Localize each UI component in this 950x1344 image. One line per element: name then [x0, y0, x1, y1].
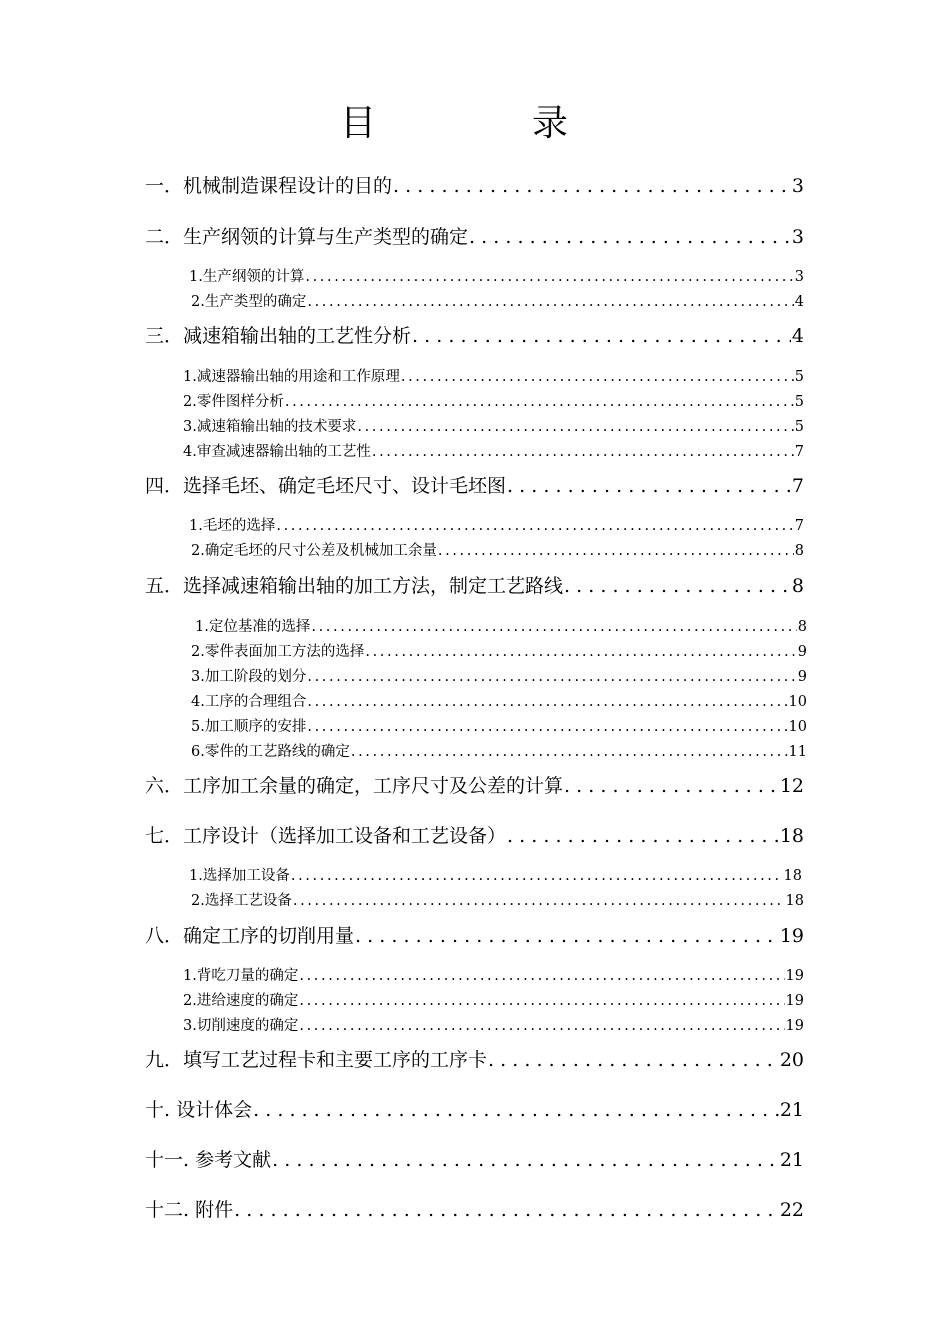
toc-page-number: 19 — [785, 968, 804, 984]
toc-leader-dots — [507, 475, 791, 497]
toc-page-number: 20 — [779, 1049, 804, 1071]
toc-leader-dots — [276, 518, 793, 534]
toc-leader-dots — [365, 644, 796, 660]
toc-leader-dots — [299, 1018, 784, 1034]
toc-entry-text: 2.零件图样分析 — [183, 394, 284, 410]
toc-page-number: 3 — [791, 175, 804, 197]
toc-page-number: 5 — [794, 419, 804, 435]
toc-entry[interactable] — [145, 1195, 804, 1225]
toc-leader-dots — [355, 925, 779, 947]
toc-entry-text: 九．填写工艺过程卡和主要工序的工序卡 — [145, 1049, 488, 1071]
toc-entry-text: 1.减速器输出轴的用途和工作原理 — [183, 369, 400, 385]
toc-subentry[interactable] — [191, 740, 807, 762]
toc-page-number: 8 — [794, 543, 804, 559]
toc-entry-text: 4.工序的合理组合 — [191, 694, 307, 710]
toc-page-number: 18 — [785, 893, 804, 909]
toc-leader-dots — [393, 175, 791, 197]
toc-subentry[interactable] — [191, 889, 804, 911]
toc-entry-text: 1.生产纲领的计算 — [189, 269, 305, 285]
toc-page-number: 11 — [788, 744, 807, 760]
toc-page-number: 5 — [794, 394, 804, 410]
toc-subentry[interactable] — [191, 539, 804, 561]
toc-subentry[interactable] — [191, 690, 807, 712]
toc-entry-text: 二．生产纲领的计算与生产类型的确定 — [145, 226, 469, 248]
toc-leader-dots — [291, 868, 783, 884]
toc-entry-text: 五．选择减速箱输出轴的加工方法，制定工艺路线 — [145, 575, 564, 597]
toc-page-number: 8 — [791, 575, 804, 597]
toc-entry-text: 3.切削速度的确定 — [183, 1018, 299, 1034]
toc-page-number: 22 — [779, 1199, 804, 1221]
toc-entry-text: 四．选择毛坯、确定毛坯尺寸、设计毛坯图 — [145, 475, 507, 497]
toc-page-number: 5 — [794, 369, 804, 385]
toc-entry-text: 2.生产类型的确定 — [191, 294, 307, 310]
toc-entry[interactable] — [145, 1145, 804, 1175]
toc-entry-text: 1.背吃刀量的确定 — [183, 968, 299, 984]
toc-title-right: 录 — [532, 103, 569, 144]
toc-page-number: 19 — [785, 993, 804, 1009]
toc-entry[interactable] — [145, 921, 804, 951]
toc-entry[interactable] — [145, 771, 804, 801]
toc-subentry[interactable] — [183, 989, 804, 1011]
toc-entry-text: 2.零件表面加工方法的选择 — [191, 644, 365, 660]
toc-title-left: 目 — [340, 103, 377, 144]
toc-page-number: 8 — [797, 619, 807, 635]
toc-leader-dots — [357, 419, 793, 435]
toc-entry-text: 1.定位基准的选择 — [195, 619, 311, 635]
toc-leader-dots — [307, 694, 787, 710]
toc-page-number: 21 — [779, 1099, 804, 1121]
toc-subentry[interactable] — [191, 290, 804, 312]
toc-entry[interactable] — [145, 1045, 804, 1075]
toc-subentry[interactable] — [189, 864, 802, 886]
toc-page-number: 7 — [794, 518, 804, 534]
toc-leader-dots — [311, 619, 796, 635]
toc-entry[interactable] — [145, 1095, 804, 1125]
toc-leader-dots — [299, 968, 784, 984]
toc-page-number: 18 — [779, 825, 804, 847]
toc-entry-text: 2.选择工艺设备 — [191, 893, 292, 909]
toc-subentry[interactable] — [183, 964, 804, 986]
toc-entry[interactable] — [145, 321, 804, 351]
toc-entry-text: 七．工序设计（选择加工设备和工艺设备） — [145, 825, 507, 847]
toc-entry[interactable] — [145, 571, 804, 601]
toc-leader-dots — [234, 1199, 779, 1221]
toc-entry-text: 4.审查减速器输出轴的工艺性 — [183, 444, 371, 460]
toc-entry-text: 十. 设计体会 — [145, 1099, 253, 1121]
toc-leader-dots — [307, 294, 793, 310]
toc-entry-text: 一．机械制造课程设计的目的 — [145, 175, 393, 197]
toc-page-number: 7 — [791, 475, 804, 497]
toc-leader-dots — [469, 226, 791, 248]
toc-entry-text: 1.毛坯的选择 — [189, 518, 276, 534]
toc-leader-dots — [272, 1149, 779, 1171]
toc-leader-dots — [488, 1049, 779, 1071]
toc-entry-text: 1.选择加工设备 — [189, 868, 290, 884]
toc-entry[interactable] — [145, 222, 804, 252]
toc-leader-dots — [401, 369, 794, 385]
toc-entry[interactable] — [145, 171, 804, 201]
toc-leader-dots — [285, 394, 794, 410]
toc-subentry[interactable] — [183, 365, 804, 387]
toc-entry-text: 6.零件的工艺路线的确定 — [191, 744, 350, 760]
toc-page-number: 3 — [794, 269, 804, 285]
toc-entry-text: 十一. 参考文献 — [145, 1149, 272, 1171]
toc-entry-text: 3.加工阶段的划分 — [191, 669, 307, 685]
toc-leader-dots — [307, 669, 796, 685]
toc-leader-dots — [507, 825, 779, 847]
toc-page-number: 21 — [779, 1149, 804, 1171]
toc-entry[interactable] — [145, 471, 804, 501]
toc-subentry[interactable] — [189, 265, 804, 287]
toc-subentry[interactable] — [183, 415, 804, 437]
toc-page-number: 9 — [797, 669, 807, 685]
toc-page-number: 7 — [794, 444, 804, 460]
toc-page-number: 19 — [785, 1018, 804, 1034]
toc-leader-dots — [564, 575, 791, 597]
toc-subentry[interactable] — [191, 640, 807, 662]
toc-entry-text: 十二. 附件 — [145, 1199, 234, 1221]
toc-entry-text: 2.进给速度的确定 — [183, 993, 299, 1009]
toc-page-number: 18 — [783, 868, 802, 884]
toc-subentry[interactable] — [189, 514, 804, 536]
toc-entry-text: 八．确定工序的切削用量 — [145, 925, 355, 947]
toc-subentry[interactable] — [183, 1014, 804, 1036]
toc-leader-dots — [351, 744, 788, 760]
toc-subentry[interactable] — [183, 390, 804, 412]
toc-entry[interactable] — [145, 821, 804, 851]
toc-leader-dots — [299, 993, 784, 1009]
toc-entry-text: 三．减速箱输出轴的工艺性分析 — [145, 325, 412, 347]
toc-entry-text: 3.减速箱输出轴的技术要求 — [183, 419, 357, 435]
toc-page-number: 9 — [797, 644, 807, 660]
toc-leader-dots — [372, 444, 794, 460]
toc-page-number: 3 — [791, 226, 804, 248]
toc-leader-dots — [438, 543, 794, 559]
toc-subentry[interactable] — [195, 615, 807, 637]
toc-subentry[interactable] — [191, 715, 807, 737]
toc-page-number: 4 — [791, 325, 804, 347]
toc-entry-text: 2.确定毛坯的尺寸公差及机械加工余量 — [191, 543, 437, 559]
toc-page-number: 10 — [788, 694, 807, 710]
toc-page-number: 10 — [788, 719, 807, 735]
toc-entry-text: 5.加工顺序的安排 — [191, 719, 307, 735]
toc-leader-dots — [293, 893, 785, 909]
toc-page-number: 12 — [779, 775, 804, 797]
toc-leader-dots — [412, 325, 791, 347]
toc-leader-dots — [307, 719, 787, 735]
toc-entry-text: 六．工序加工余量的确定，工序尺寸及公差的计算 — [145, 775, 564, 797]
toc-subentry[interactable] — [191, 665, 807, 687]
toc-page-number: 4 — [794, 294, 804, 310]
toc-page-number: 19 — [779, 925, 804, 947]
toc-leader-dots — [305, 269, 793, 285]
toc-leader-dots — [564, 775, 779, 797]
toc-subentry[interactable] — [183, 440, 804, 462]
toc-leader-dots — [253, 1099, 779, 1121]
